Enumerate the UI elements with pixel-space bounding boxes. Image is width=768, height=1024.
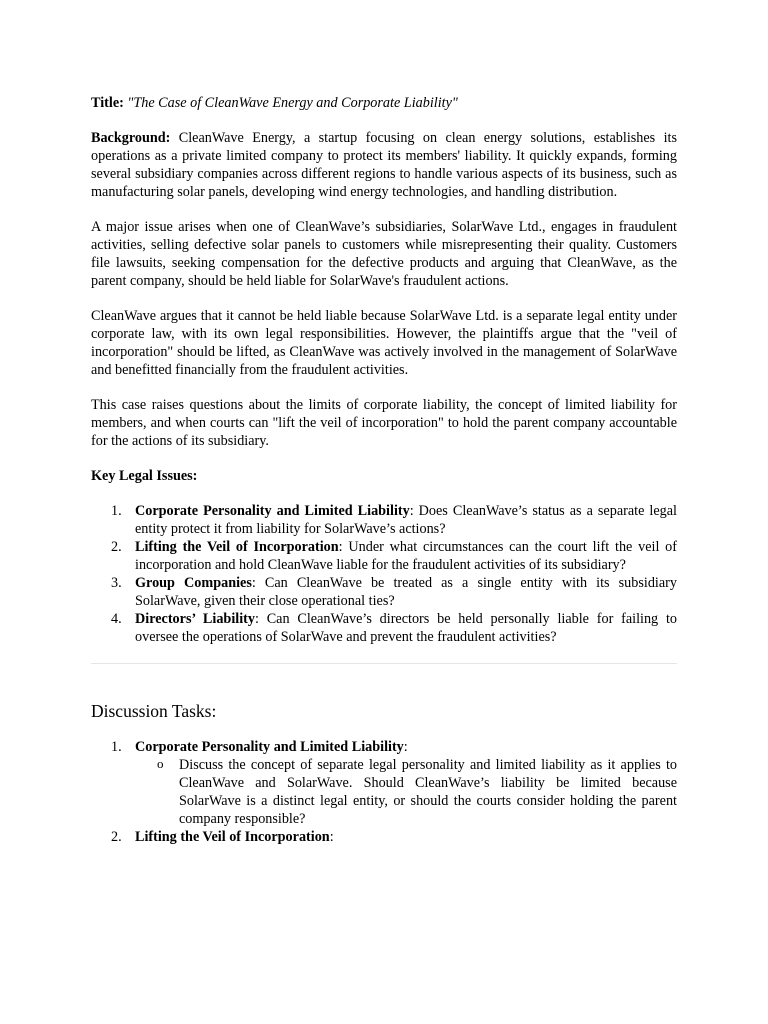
discussion-list <box>91 738 677 846</box>
circle-bullet-icon: o <box>157 756 164 771</box>
list-item <box>91 574 677 610</box>
issue-text: : Can CleanWave be treated as a single entity with its subsidiary SolarWave, given their close operational ties? <box>135 575 677 609</box>
issue-text: : Does CleanWave’s status as a separate legal entity protect it from liability for SolarWave’s actions? <box>135 503 677 537</box>
list-item <box>91 502 677 538</box>
task-term: Corporate Personality and Limited Liability <box>135 739 404 755</box>
discussion-heading: Discussion Tasks: <box>91 701 217 721</box>
task-suffix: : <box>403 739 408 755</box>
task-suffix: : <box>329 829 334 845</box>
sub-item-text: Discuss the concept of separate legal personality and limited liability as it applies to CleanWave and SolarWave. Should CleanWave’s liability be limited because SolarWave is a distinct legal entity, or should the courts consider holding the parent company responsible? <box>179 757 677 827</box>
list-number: 1. <box>111 739 122 755</box>
document-title <box>91 94 677 112</box>
list-item <box>91 738 677 828</box>
list-item <box>91 610 677 646</box>
issue-term: Group Companies <box>135 575 252 591</box>
background-text: CleanWave Energy, a startup focusing on clean energy solutions, establishes its operations as a private limited company to protect its members' liability. It quickly expands, forming several subsidiary companies across different regions to handle various aspects of its business, such as manufacturing solar panels, developing wind energy technologies, and handling distribution. <box>91 130 678 200</box>
key-issues-heading: Key Legal Issues: <box>91 468 198 484</box>
sub-list-item <box>133 756 677 828</box>
list-item <box>91 828 677 846</box>
issue-text: : Can CleanWave’s directors be held personally liable for failing to oversee the operations of SolarWave and prevent the fraudulent activities? <box>135 611 677 645</box>
list-number: 1. <box>111 503 122 519</box>
key-issues-list <box>91 502 677 646</box>
issue-term: Lifting the Veil of Incorporation <box>135 539 339 555</box>
issue-term: Directors’ Liability <box>135 611 255 627</box>
questions-paragraph: This case raises questions about the limits of corporate liability, the concept of limited liability for members, and when courts can "lift the veil of incorporation" to hold the parent company accountable for the actions of its subsidiary. <box>91 397 677 449</box>
list-number: 2. <box>111 539 122 555</box>
document-page <box>91 94 677 846</box>
background-paragraph <box>91 129 677 201</box>
list-number: 4. <box>111 611 122 627</box>
issue-term: Corporate Personality and Limited Liability <box>135 503 410 519</box>
horizontal-divider <box>91 663 677 664</box>
issue-text: : Under what circumstances can the court lift the veil of incorporation and hold CleanWave liable for the fraudulent activities of its subsidiary? <box>135 539 677 573</box>
title-label: Title: <box>91 95 124 111</box>
list-number: 3. <box>111 575 122 591</box>
list-item <box>91 538 677 574</box>
title-text: "The Case of CleanWave Energy and Corporate Liability" <box>127 95 458 111</box>
list-number: 2. <box>111 829 122 845</box>
issue-paragraph: A major issue arises when one of CleanWave’s subsidiaries, SolarWave Ltd., engages in fraudulent activities, selling defective solar panels to customers while misrepresenting their quality. Customers file lawsuits, seeking compensation for the defective products and arguing that CleanWave, as the parent company, should be held liable for SolarWave's fraudulent actions. <box>91 219 677 289</box>
background-label: Background: <box>91 130 171 146</box>
task-term: Lifting the Veil of Incorporation <box>135 829 330 845</box>
sub-list <box>135 756 677 828</box>
argument-paragraph: CleanWave argues that it cannot be held liable because SolarWave Ltd. is a separate legal entity under corporate law, with its own legal responsibilities. However, the plaintiffs argue that the "veil of incorporation" should be lifted, as CleanWave was actively involved in the management of SolarWave and benefitted financially from the fraudulent activities. <box>91 308 677 378</box>
